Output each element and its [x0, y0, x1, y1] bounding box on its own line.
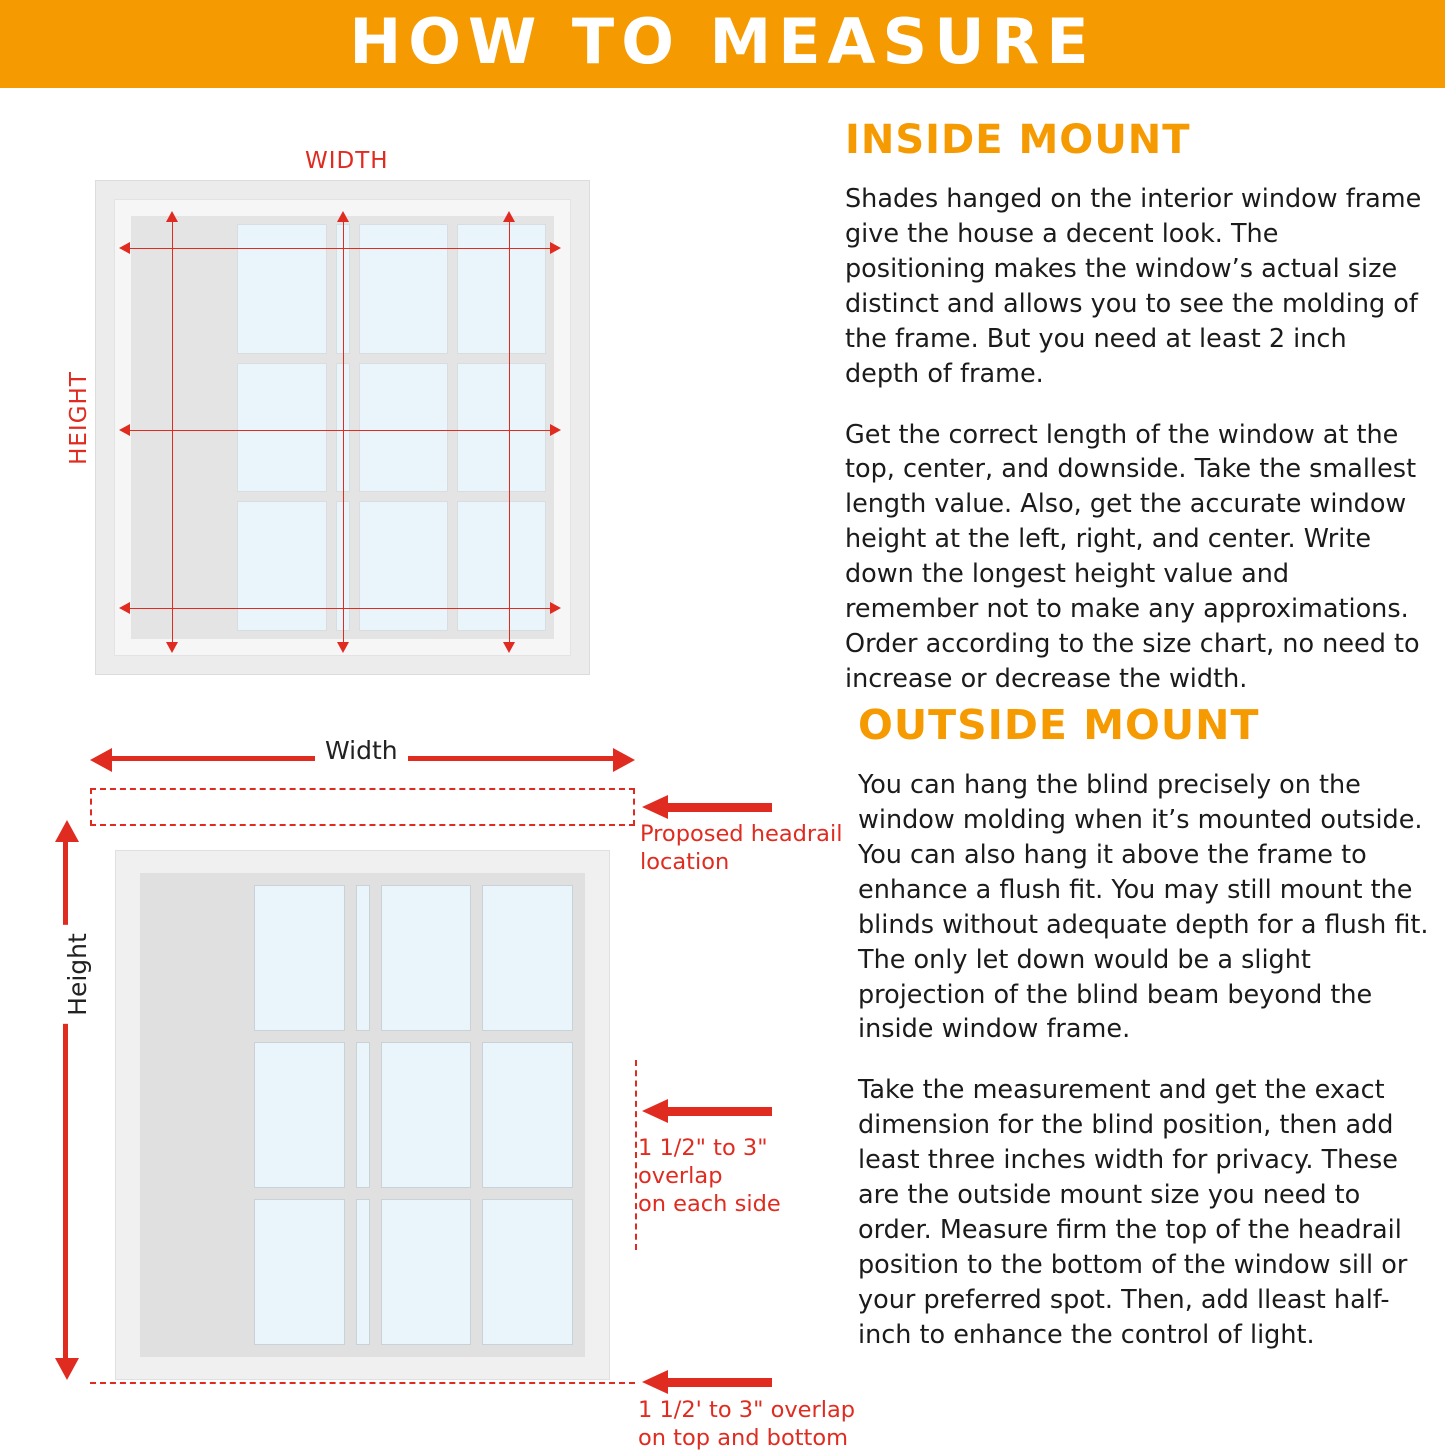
window-pane — [237, 224, 326, 354]
window-pane — [457, 501, 546, 631]
height-measure-line-left — [172, 222, 173, 642]
page-title: HOW TO MEASURE — [349, 5, 1096, 78]
height-arrow-top-center — [337, 211, 349, 222]
window-pane — [254, 1199, 345, 1345]
outside-mount-text-block — [858, 701, 1433, 1353]
side-overlap-line-1: 1 1/2" to 3" overlap — [638, 1135, 768, 1190]
bottom-overlap-callout-arrow — [642, 1374, 772, 1390]
inside-mount-diagram — [60, 140, 620, 685]
window-pane — [254, 1042, 345, 1188]
window-pane — [482, 1199, 573, 1345]
width-measure-line-bottom — [130, 608, 550, 609]
proposed-headrail-box — [90, 788, 635, 826]
header-banner — [0, 0, 1445, 88]
width-arrow-right-bottom — [550, 602, 561, 614]
outside-mount-diagram — [30, 710, 856, 1452]
headrail-callout-text — [640, 820, 850, 876]
height-arrow-bottom-left — [166, 642, 178, 653]
width-arrow-left-top — [119, 242, 130, 254]
window-pane — [237, 363, 326, 493]
inside-mount-heading: INSIDE MOUNT — [845, 117, 1191, 163]
window-pane — [359, 501, 448, 631]
height-arrow-top-left — [166, 211, 178, 222]
window-mullion — [139, 224, 228, 631]
side-overlap-line-2: on each side — [638, 1191, 781, 1218]
outside-mount-heading: OUTSIDE MOUNT — [858, 701, 1260, 749]
height-arrow-bottom-center — [337, 642, 349, 653]
window-pane — [356, 1199, 370, 1345]
window-pane — [381, 885, 472, 1031]
window-pane — [356, 885, 370, 1031]
window-pane — [457, 363, 546, 493]
window-pane — [381, 1042, 472, 1188]
height-arrowhead-bottom — [55, 1358, 79, 1380]
bottom-overlap-dashed-line — [90, 1382, 635, 1384]
window-pane — [356, 1042, 370, 1188]
inside-mount-paragraph-1: Shades hanged on the interior window frame give the house a decent look. The positioning makes the window’s actual size distinct and allows you to see the molding of the frame. But you need at least 2 inch depth of frame. — [845, 184, 1422, 389]
window-pane — [381, 1199, 472, 1345]
height-dimension-line — [63, 836, 68, 1364]
side-overlap-callout-arrow — [642, 1103, 772, 1119]
height-measure-line-right — [509, 222, 510, 642]
bottom-overlap-line-1: 1 1/2' to 3" overlap — [638, 1397, 856, 1423]
side-overlap-dashed-line — [635, 1060, 637, 1250]
inside-width-label: WIDTH — [305, 148, 389, 174]
height-arrow-bottom-right — [503, 642, 515, 653]
height-measure-line-center — [343, 222, 344, 642]
window-pane — [359, 363, 448, 493]
bottom-overlap-callout-text — [638, 1396, 868, 1452]
window-pane — [254, 885, 345, 1031]
outside-window-frame-inner — [140, 873, 585, 1357]
outside-window-frame-outer — [115, 850, 610, 1380]
width-measure-line-top — [130, 248, 550, 249]
headrail-callout-line-2: location — [640, 849, 730, 876]
width-arrow-right-top — [550, 242, 561, 254]
inside-mount-paragraph-2: Get the correct length of the window at the top, center, and downside. Take the smallest length value. Also, get the accurate window height at the left, right, and center. Write down the longest height value and remember not to make any approximations. Order according to the size chart, no need to increase or decrease the width. — [845, 419, 1420, 694]
width-arrowhead-right — [613, 748, 635, 772]
window-pane — [237, 501, 326, 631]
outside-mount-paragraph-2: Take the measurement and get the exact dimension for the blind position, then add least three inches width for privacy. These are the outside mount size you need to order. Measure firm the top of the headrail position to the bottom of the window sill or your preferred spot. Then, add lleast half-inch to enhance the control of light. — [858, 1075, 1408, 1350]
outside-window-panes-grid — [152, 885, 573, 1345]
outside-mount-paragraph-1: You can hang the blind precisely on the window molding when it’s mounted outside. You can also hang it above the frame to enhance a flush fit. You may still mount the blinds without adequate depth for a flush fit. The only let down would be a slight projection of the blind beam beyond the inside window frame. — [858, 770, 1429, 1045]
side-overlap-callout-text — [638, 1134, 853, 1218]
height-arrow-top-right — [503, 211, 515, 222]
inside-mount-text-block — [845, 117, 1425, 697]
outside-height-dimension — [55, 820, 75, 1380]
width-arrow-left-bottom — [119, 602, 130, 614]
window-mullion — [152, 885, 243, 1345]
width-arrow-left-center — [119, 424, 130, 436]
headrail-callout-arrow — [642, 799, 772, 815]
window-pane — [482, 1042, 573, 1188]
headrail-callout-line-1: Proposed headrail — [640, 821, 843, 847]
outside-width-label: Width — [315, 736, 408, 765]
width-arrow-right-center — [550, 424, 561, 436]
outside-height-label: Height — [63, 925, 92, 1024]
bottom-overlap-line-2: on top and bottom — [638, 1425, 849, 1452]
window-pane — [457, 224, 546, 354]
window-pane — [482, 885, 573, 1031]
width-measure-line-center — [130, 430, 550, 431]
window-pane — [359, 224, 448, 354]
inside-height-label: HEIGHT — [65, 371, 92, 465]
